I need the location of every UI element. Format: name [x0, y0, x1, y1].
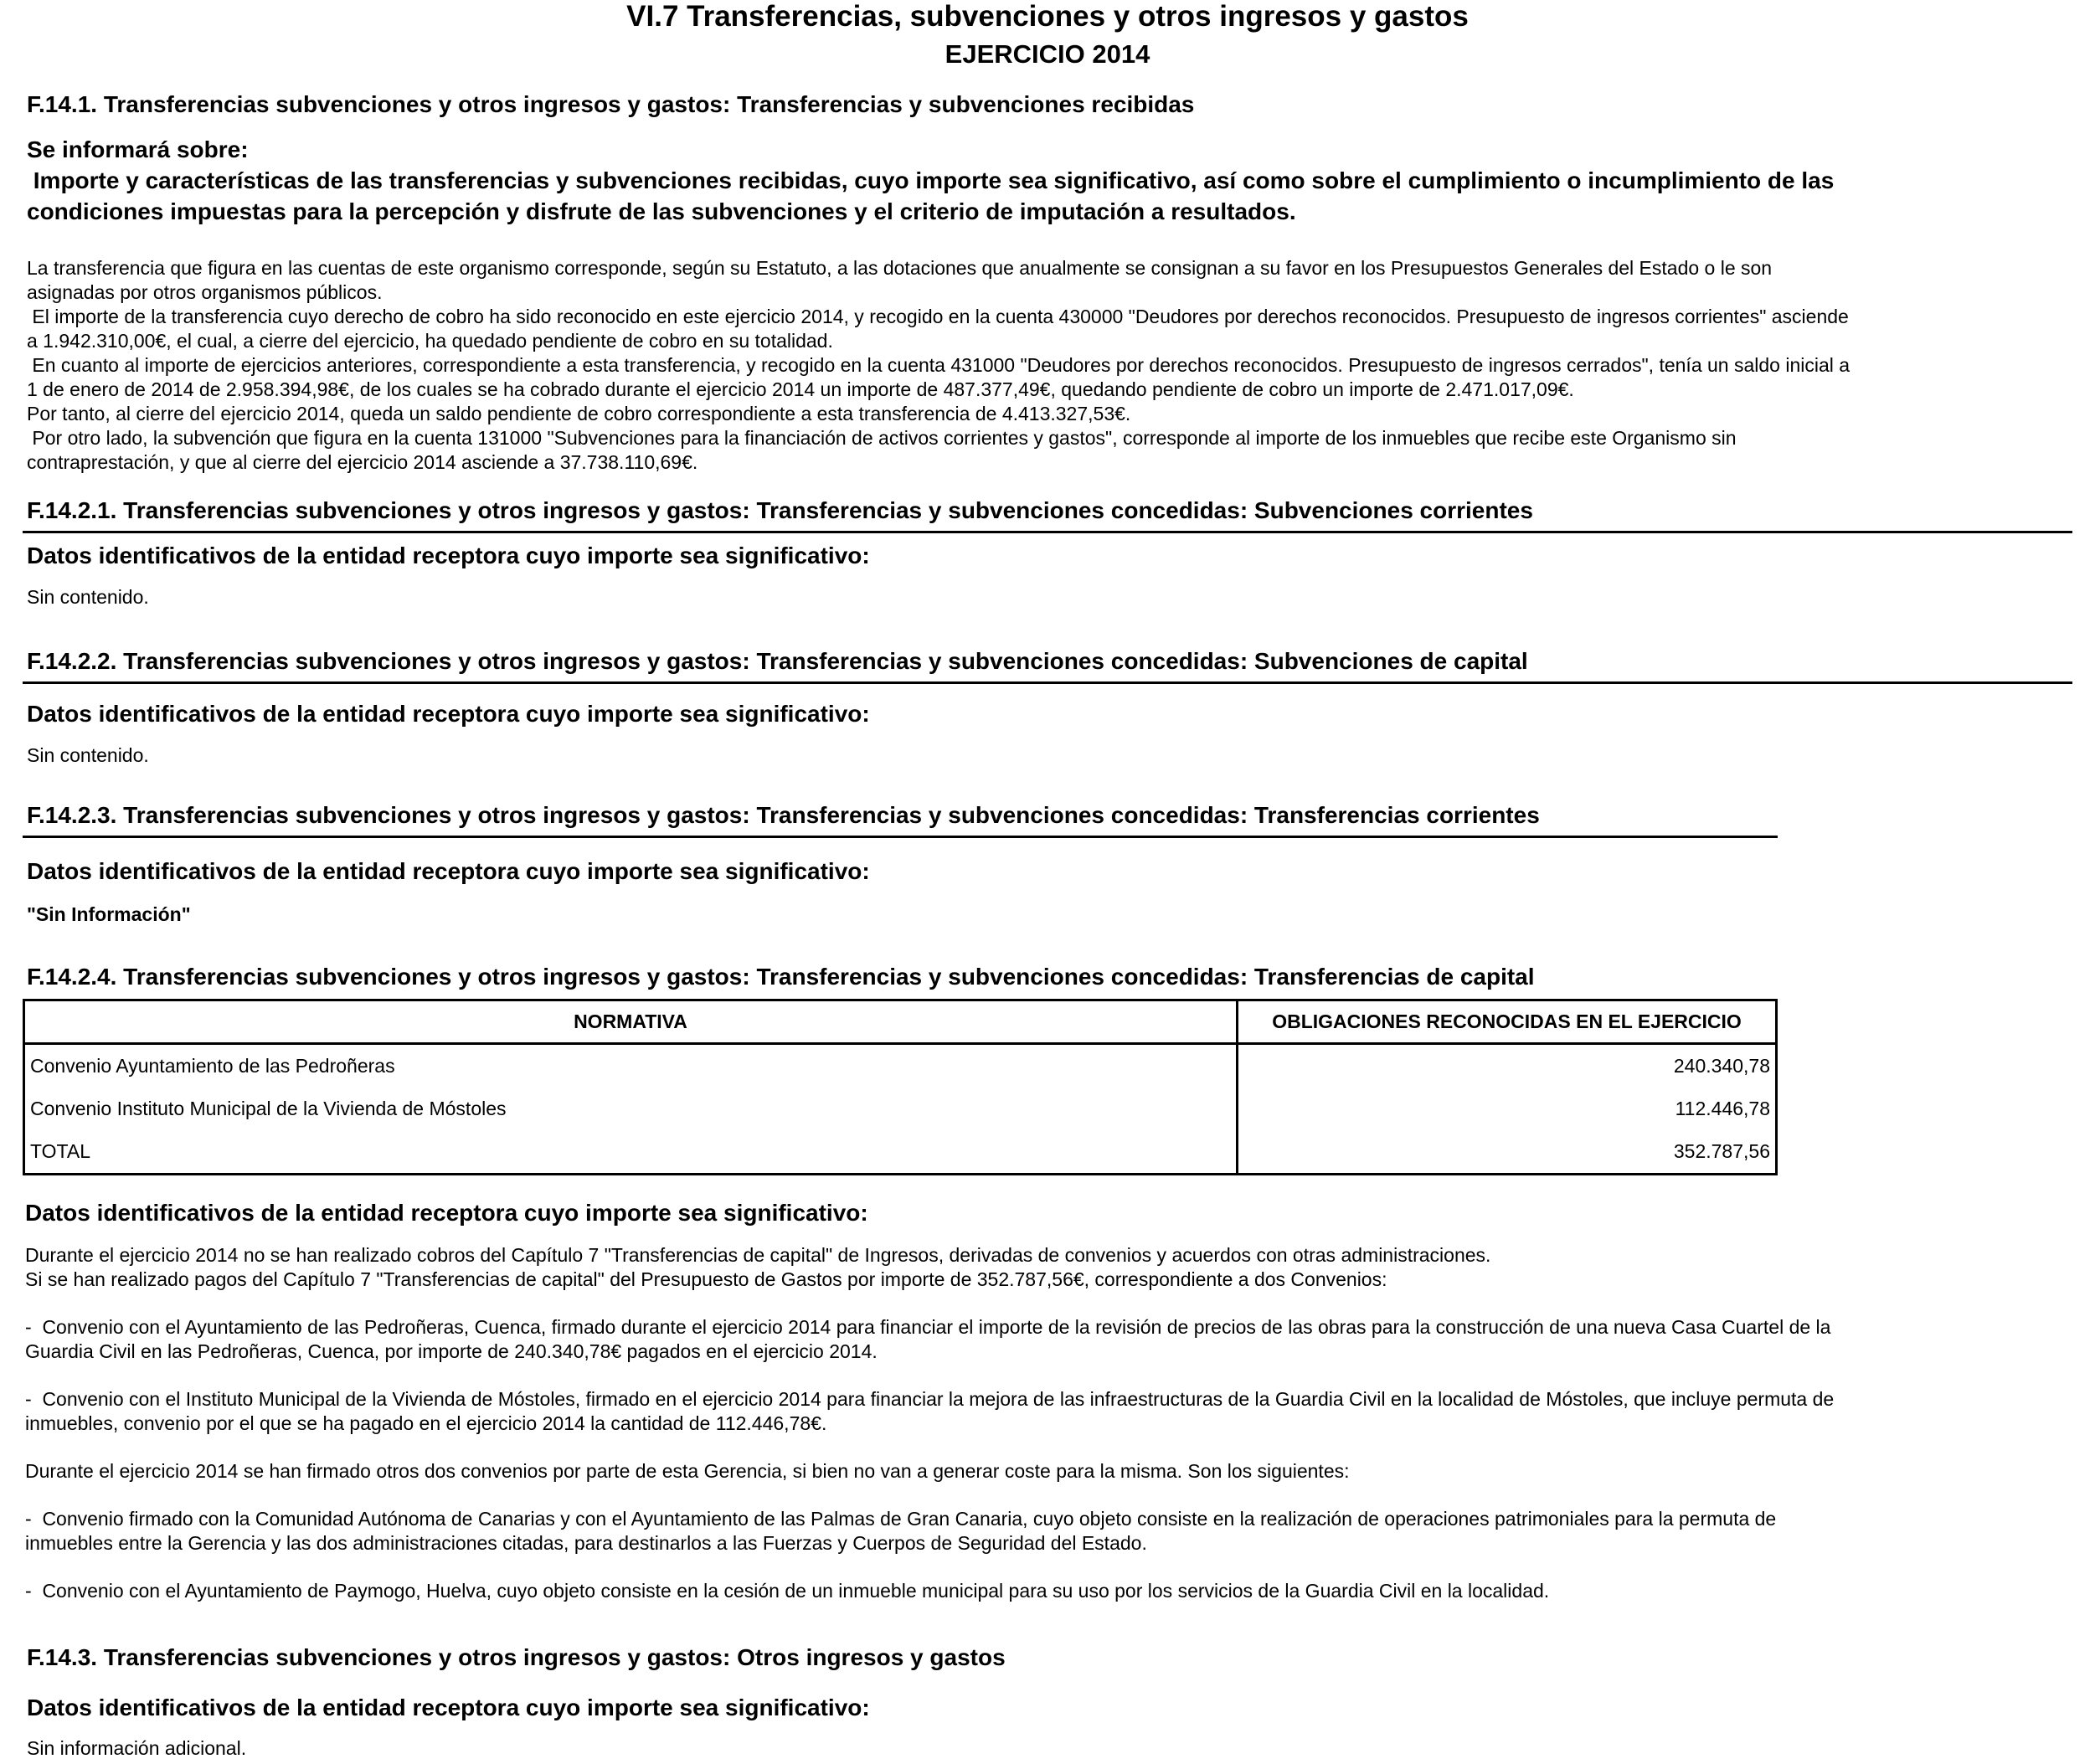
body-line: inmuebles entre la Gerencia y las dos administraciones citadas, para destinarlos a las Fuerzas y Cuerpos de Seguridad del Estado. — [25, 1532, 1147, 1554]
section-heading-f1424: F.14.2.4. Transferencias subvenciones y otros ingresos y gastos: Transferencias y subvenciones concedidas: Transferencias de capital — [27, 964, 1535, 990]
column-header-normativa: NORMATIVA — [24, 1000, 1238, 1044]
body-line: - Convenio firmado con la Comunidad Autónoma de Canarias y con el Ayuntamiento de las Palmas de Gran Canaria, cuyo objeto consiste en la realización de operaciones patrimoniales para la permuta de — [25, 1508, 1777, 1530]
section-heading-f1423: F.14.2.3. Transferencias subvenciones y otros ingresos y gastos: Transferencias y subvenciones concedidas: Transferencias corrientes — [27, 802, 1540, 828]
table-row — [24, 1044, 1777, 1088]
section-rule — [23, 836, 1778, 838]
section-content: Sin contenido. — [27, 586, 149, 608]
capital-transfers-table — [23, 999, 1778, 1175]
body-line: El importe de la transferencia cuyo derecho de cobro ha sido reconocido en este ejercicio 2014, y recogido en la cuenta 430000 "Deudores por derechos reconocidos. Presupuesto de ingresos corrientes" asciende — [27, 306, 1849, 327]
table-header-row — [24, 1000, 1777, 1044]
table-cell-amount: 240.340,78 — [1238, 1044, 1777, 1088]
table-cell-normativa: TOTAL — [24, 1130, 1238, 1175]
body-line: inmuebles, convenio por el que se ha pagado en el ejercicio 2014 la cantidad de 112.446,78€. — [25, 1412, 827, 1434]
body-line: - Convenio con el Ayuntamiento de las Pedroñeras, Cuenca, firmado durante el ejercicio 2014 para financiar el importe de la revisión de precios de las obras para la construcción de una nueva Casa Cuartel de la — [25, 1316, 1831, 1338]
body-line: contraprestación, y que al cierre del ejercicio 2014 asciende a 37.738.110,69€. — [27, 451, 698, 473]
page-title: VI.7 Transferencias, subvenciones y otros ingresos y gastos — [626, 0, 1469, 33]
body-line: Por tanto, al cierre del ejercicio 2014, queda un saldo pendiente de cobro correspondiente a esta transferencia de 4.413.327,53€. — [27, 403, 1131, 424]
table-cell-normativa: Convenio Instituto Municipal de la Vivienda de Móstoles — [24, 1088, 1238, 1130]
table-row-total — [24, 1130, 1777, 1175]
body-line: Por otro lado, la subvención que figura en la cuenta 131000 "Subvenciones para la financiación de activos corrientes y gastos", corresponde al importe de los inmuebles que recibe este Organismo sin — [27, 427, 1737, 449]
section-rule — [23, 681, 2072, 684]
body-line: a 1.942.310,00€, el cual, a cierre del ejercicio, ha quedado pendiente de cobro en su totalidad. — [27, 330, 833, 352]
exercise-year: EJERCICIO 2014 — [945, 39, 1150, 69]
receptor-subheading: Datos identificativos de la entidad receptora cuyo importe sea significativo: — [27, 1695, 870, 1720]
table-cell-normativa: Convenio Ayuntamiento de las Pedroñeras — [24, 1044, 1238, 1088]
column-header-obligaciones: OBLIGACIONES RECONOCIDAS EN EL EJERCICIO — [1238, 1000, 1777, 1044]
body-line: 1 de enero de 2014 de 2.958.394,98€, de los cuales se ha cobrado durante el ejercicio 2014 un importe de 487.377,49€, quedando pendiente de cobro un importe de 2.471.017,09€. — [27, 378, 1574, 400]
body-line: Guardia Civil en las Pedroñeras, Cuenca, por importe de 240.340,78€ pagados en el ejercicio 2014. — [25, 1340, 878, 1362]
receptor-subheading: Datos identificativos de la entidad receptora cuyo importe sea significativo: — [25, 1200, 868, 1226]
body-line: En cuanto al importe de ejercicios anteriores, correspondiente a esta transferencia, y recogido en la cuenta 431000 "Deudores por derechos reconocidos. Presupuesto de ingresos cerrados", tenía un saldo inicial a — [27, 354, 1850, 376]
receptor-subheading: Datos identificativos de la entidad receptora cuyo importe sea significativo: — [27, 701, 870, 727]
table-cell-amount: 352.787,56 — [1238, 1130, 1777, 1175]
body-line: asignadas por otros organismos públicos. — [27, 281, 383, 303]
table-cell-amount: 112.446,78 — [1238, 1088, 1777, 1130]
body-line: - Convenio con el Instituto Municipal de la Vivienda de Móstoles, firmado en el ejercicio 2014 para financiar la mejora de las infraestructuras de la Guardia Civil en la localidad de Móstoles, que incluye permuta de — [25, 1388, 1835, 1410]
capital-transfers-description — [25, 1243, 2060, 1603]
section-heading-f143: F.14.3. Transferencias subvenciones y otros ingresos y gastos: Otros ingresos y gastos — [27, 1644, 1006, 1670]
inform-text-line: Importe y características de las transferencias y subvenciones recibidas, cuyo importe sea significativo, así como sobre el cumplimiento o incumplimiento de las — [27, 167, 1835, 193]
transfer-description — [27, 256, 2053, 475]
section-rule — [23, 531, 2072, 533]
section-content: Sin información adicional. — [27, 1737, 247, 1759]
section-heading-f1421: F.14.2.1. Transferencias subvenciones y otros ingresos y gastos: Transferencias y subvenciones concedidas: Subvenciones corrientes — [27, 497, 1533, 523]
receptor-subheading: Datos identificativos de la entidad receptora cuyo importe sea significativo: — [27, 543, 870, 568]
receptor-subheading: Datos identificativos de la entidad receptora cuyo importe sea significativo: — [27, 858, 870, 884]
section-content: "Sin Información" — [27, 903, 191, 925]
body-line: - Convenio con el Ayuntamiento de Paymogo, Huelva, cuyo objeto consiste en la cesión de un inmueble municipal para su uso por los servicios de la Guardia Civil en la localidad. — [25, 1580, 1550, 1602]
section-heading-f141: F.14.1. Transferencias subvenciones y otros ingresos y gastos: Transferencias y subvenciones recibidas — [27, 91, 1195, 117]
inform-block — [27, 134, 2070, 227]
table-row — [24, 1088, 1777, 1130]
body-line: Si se han realizado pagos del Capítulo 7 "Transferencias de capital" del Presupuesto de Gastos por importe de 352.787,56€, correspondiente a dos Convenios: — [25, 1268, 1387, 1290]
body-line: Durante el ejercicio 2014 se han firmado otros dos convenios por parte de esta Gerencia, si bien no van a generar coste para la misma. Son los siguientes: — [25, 1460, 1350, 1482]
body-line: Durante el ejercicio 2014 no se han realizado cobros del Capítulo 7 "Transferencias de capital" de Ingresos, derivadas de convenios y acuerdos con otras administraciones. — [25, 1244, 1491, 1266]
inform-label: Se informará sobre: — [27, 136, 249, 162]
section-heading-f1422: F.14.2.2. Transferencias subvenciones y otros ingresos y gastos: Transferencias y subvenciones concedidas: Subvenciones de capital — [27, 648, 1528, 674]
body-line: La transferencia que figura en las cuentas de este organismo corresponde, según su Estatuto, a las dotaciones que anualmente se consignan a su favor en los Presupuestos Generales del Estado o le son — [27, 257, 1773, 279]
inform-text-line: condiciones impuestas para la percepción y disfrute de las subvenciones y el criterio de imputación a resultados. — [27, 198, 1296, 224]
section-content: Sin contenido. — [27, 744, 149, 766]
